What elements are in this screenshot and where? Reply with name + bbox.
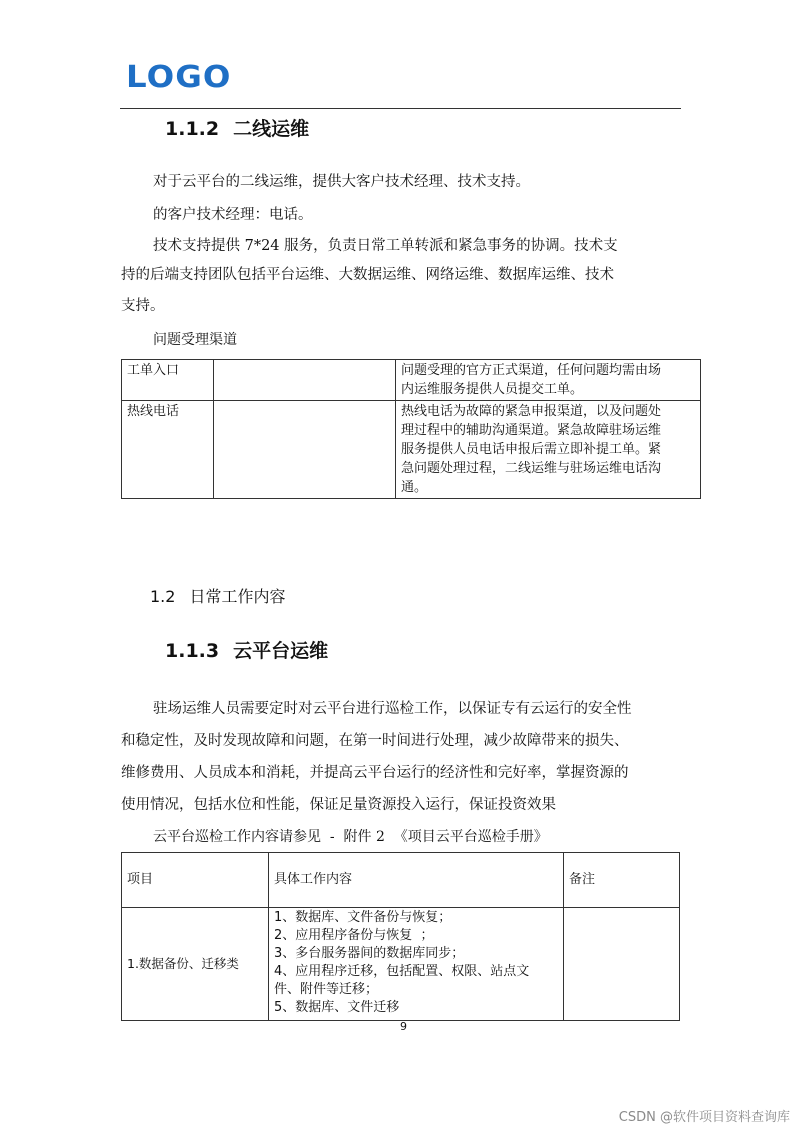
cell-line: 热线电话为故障的紧急申报渠道，以及问题处	[401, 404, 662, 419]
section-113-title: 云平台运维	[233, 640, 329, 662]
channel-table	[121, 359, 701, 499]
section-12-title: 日常工作内容	[189, 587, 286, 606]
section-12-number: 1.2	[150, 587, 176, 606]
paragraph-line: 持的后端支持团队包括平台运维、大数据运维、网络运维、数据库运维、技术	[121, 267, 614, 283]
table-cell	[214, 360, 396, 401]
cell-line: 服务提供人员电话申报后需立即补提工单。紧	[401, 442, 662, 457]
paragraph-line: 驻场运维人员需要定时对云平台进行巡检工作，以保证专有云运行的安全性	[153, 701, 632, 717]
paragraph-line: 维修费用、人员成本和消耗，并提高云平台运行的经济性和完好率，掌握资源的	[121, 765, 629, 781]
cell-line: 理过程中的辅助沟通渠道。紧急故障驻场运维	[401, 423, 662, 438]
cell-line: 急问题处理过程，二线运维与驻场运维电话沟	[401, 461, 662, 476]
paragraph: 对于云平台的二线运维，提供大客户技术经理、技术支持。	[153, 174, 530, 190]
list-item: 件、附件等迁移；	[274, 982, 379, 997]
table-cell	[564, 908, 680, 1021]
cell-line: 内运维服务提供人员提交工单。	[401, 382, 584, 397]
header-cell: 备注	[564, 853, 680, 908]
channel-name: 工单入口	[127, 363, 180, 378]
reference-note: 云平台巡检工作内容请参见 - 附件 2 《项目云平台巡检手册》	[153, 829, 548, 845]
list-item: 1、数据库、文件备份与恢复；	[274, 910, 452, 925]
section-112-number: 1.1.2	[165, 118, 220, 140]
table-caption: 问题受理渠道	[153, 332, 237, 348]
table-header-row	[122, 853, 680, 908]
inspection-table	[121, 852, 680, 1021]
paragraph-line: 使用情况，包括水位和性能，保证足量资源投入运行，保证投资效果	[121, 797, 556, 813]
header-cell: 具体工作内容	[269, 853, 564, 908]
list-item: 3、多台服务器间的数据库同步；	[274, 946, 465, 961]
table-row	[122, 401, 701, 499]
paragraph-line: 技术支持提供 7*24 服务，负责日常工单转派和紧急事务的协调。技术支	[153, 238, 618, 254]
header-divider	[120, 108, 681, 109]
table-cell	[396, 401, 701, 499]
watermark: CSDN @软件项目资料查询库	[618, 1110, 790, 1125]
table-cell	[214, 401, 396, 499]
table-cell	[396, 360, 701, 401]
paragraph-line: 支持。	[121, 298, 165, 314]
section-112-title: 二线运维	[233, 118, 310, 140]
section-12-heading	[150, 584, 285, 607]
page-number: 9	[400, 1020, 407, 1033]
section-113-number: 1.1.3	[165, 640, 220, 662]
table-row	[122, 908, 680, 1021]
list-item: 5、数据库、文件迁移	[274, 1000, 400, 1015]
list-item: 4、应用程序迁移，包括配置、权限、站点文	[274, 964, 530, 979]
cell-line: 通。	[401, 480, 428, 495]
section-113-heading	[165, 636, 328, 663]
list-item: 2、应用程序备份与恢复 ；	[274, 928, 434, 943]
header-cell: 项目	[122, 853, 269, 908]
table-cell	[122, 401, 214, 499]
paragraph-line: 和稳定性，及时发现故障和问题，在第一时间进行处理，减少故障带来的损失、	[121, 733, 629, 749]
section-112-heading	[165, 114, 309, 141]
table-row	[122, 360, 701, 401]
cell-line: 问题受理的官方正式渠道，任何问题均需由场	[401, 363, 662, 378]
channel-name: 热线电话	[127, 404, 180, 419]
table-cell	[122, 360, 214, 401]
table-cell	[269, 908, 564, 1021]
logo: LOGO	[126, 60, 232, 95]
paragraph: 的客户技术经理：电话。	[153, 207, 313, 223]
table-cell: 1.数据备份、迁移类	[122, 908, 269, 1021]
